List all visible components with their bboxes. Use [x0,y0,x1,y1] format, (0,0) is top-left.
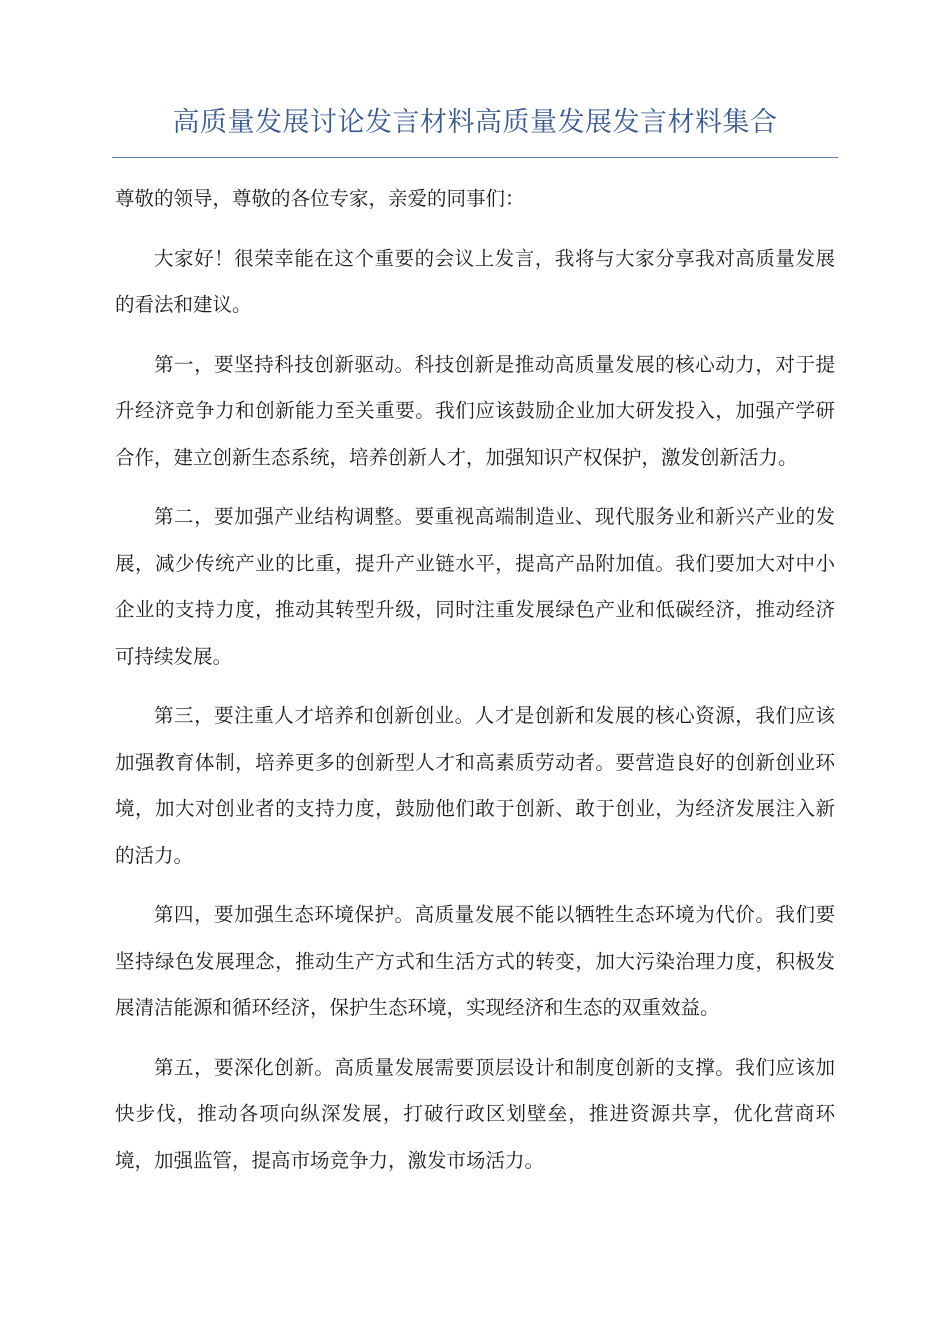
document-title: 高质量发展讨论发言材料高质量发展发言材料集合 [172,107,778,138]
paragraph-fifth-point: 第五，要深化创新。高质量发展需要顶层设计和制度创新的支撑。我们应该加快步伐，推动各项向纵深发展，打破行政区划壁垒，推进资源共享，优化营商环境，加强监管，提高市场竞争力，激发市场活力。 [115,1055,835,1172]
paragraph-first-point: 第一，要坚持科技创新驱动。科技创新是推动高质量发展的核心动力，对于提升经济竞争力和创新能力至关重要。我们应该鼓励企业加大研发投入，加强产学研合作，建立创新生态系统，培养创新人才，加强知识产权保护，激发创新活力。 [115,352,835,469]
paragraph-third-point: 第三，要注重人才培养和创新创业。人才是创新和发展的核心资源，我们应该加强教育体制，培养更多的创新型人才和高素质劳动者。要营造良好的创新创业环境，加大对创业者的支持力度，鼓励他们敢于创新、敢于创业，为经济发展注入新的活力。 [115,704,835,867]
salutation: 尊敬的领导，尊敬的各位专家，亲爱的同事们： [115,187,525,210]
title-divider [112,157,838,158]
document-body [115,176,835,1197]
paragraph-fourth-point: 第四，要加强生态环境保护。高质量发展不能以牺牲生态环境为代价。我们要坚持绿色发展理念，推动生产方式和生活方式的转变，加大污染治理力度，积极发展清洁能源和循环经济，保护生态环境，实现经济和生态的双重效益。 [115,903,835,1019]
paragraph-second-point: 第二，要加强产业结构调整。要重视高端制造业、现代服务业和新兴产业的发展，减少传统产业的比重，提升产业链水平，提高产品附加值。我们要加大对中小企业的支持力度，推动其转型升级，同时注重发展绿色产业和低碳经济，推动经济可持续发展。 [115,505,835,668]
paragraph-intro: 大家好！很荣幸能在这个重要的会议上发言，我将与大家分享我对高质量发展的看法和建议。 [115,246,835,316]
